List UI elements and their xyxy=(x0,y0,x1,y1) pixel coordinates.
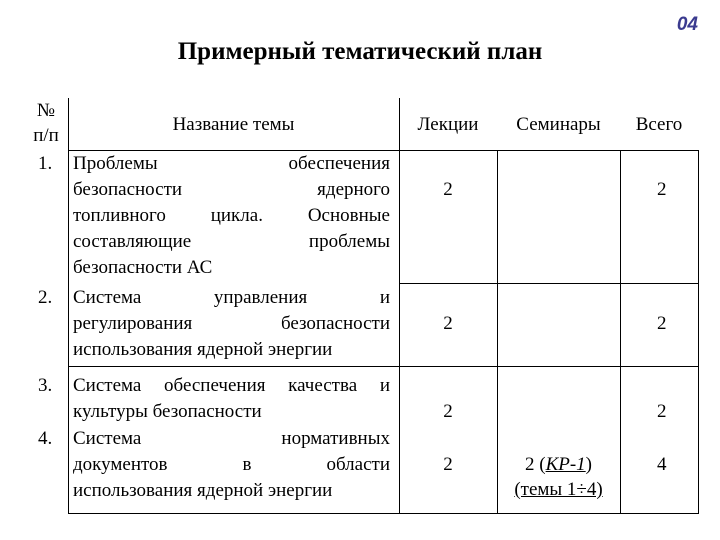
row-total: 4 xyxy=(657,454,667,475)
row-topic-line: Система управления и xyxy=(73,287,390,308)
row-topic-line: Проблемы обеспечения xyxy=(73,153,390,174)
header-total: Всего xyxy=(635,114,683,135)
row-topic-line: топливного цикла. Основные xyxy=(73,205,390,226)
header-topic: Название темы xyxy=(172,114,295,135)
row-topic-line: использования ядерной энергии xyxy=(73,339,333,360)
page-title: Примерный тематический план xyxy=(177,38,543,65)
grid-row2-bottom xyxy=(68,366,699,367)
row-number: 4. xyxy=(38,428,53,449)
row-topic-line: документов в области xyxy=(73,454,390,475)
grid-left xyxy=(68,98,69,514)
row-topic-line: безопасности ядерного xyxy=(73,179,390,200)
slide-number: 04 xyxy=(676,14,698,35)
header-number xyxy=(26,98,66,148)
row-number: 3. xyxy=(38,375,53,396)
row-topic-line: Система обеспечения качества и xyxy=(73,375,390,396)
row-topic-line: регулирования безопасности xyxy=(73,313,390,334)
row-lectures: 2 xyxy=(443,313,453,334)
header-number-line2: п/п xyxy=(33,125,59,146)
header-lectures: Лекции xyxy=(417,114,479,135)
row-total: 2 xyxy=(657,313,667,334)
grid-bottom xyxy=(68,513,699,514)
grid-col-total xyxy=(620,150,621,514)
seminar-suffix: ) xyxy=(585,454,592,475)
row-topic-line: культуры безопасности xyxy=(73,401,262,422)
header-seminars: Семинары xyxy=(516,114,601,135)
row-lectures: 2 xyxy=(443,401,453,422)
row-total: 2 xyxy=(657,179,667,200)
row-seminars xyxy=(497,452,620,502)
kp-link[interactable]: КР-1 xyxy=(545,454,586,475)
row-lectures: 2 xyxy=(443,454,453,475)
row-topic-line: использования ядерной энергии xyxy=(73,480,333,501)
seminar-line1 xyxy=(497,452,620,477)
seminar-topics-link[interactable]: (темы 1÷4) xyxy=(514,479,603,500)
row-topic-line: составляющие проблемы xyxy=(73,231,390,252)
row-topic-line: безопасности АС xyxy=(73,257,213,278)
row-topic-line: Система нормативных xyxy=(73,428,390,449)
grid-right xyxy=(698,150,699,514)
row-total: 2 xyxy=(657,401,667,422)
row-number: 2. xyxy=(38,287,53,308)
row-lectures: 2 xyxy=(443,179,453,200)
header-number-line1: № xyxy=(36,100,56,121)
seminar-prefix: 2 ( xyxy=(525,454,546,475)
row-number: 1. xyxy=(38,153,53,174)
grid-row1-bottom xyxy=(399,283,699,284)
